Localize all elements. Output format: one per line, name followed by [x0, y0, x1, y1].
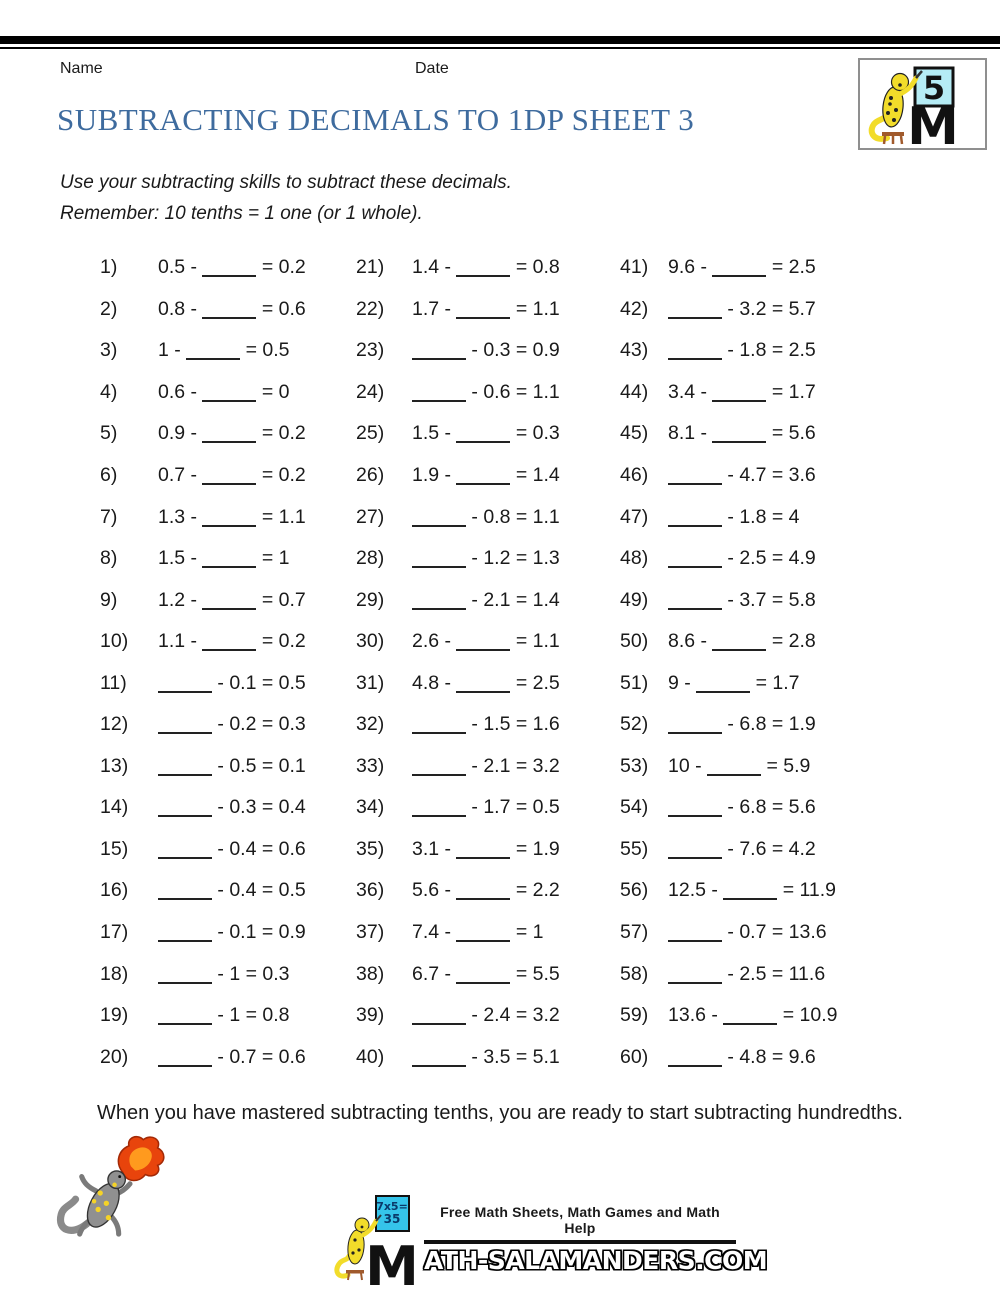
- problem-row: [356, 704, 560, 746]
- logo-text-block: [424, 1195, 767, 1275]
- logo-easel-letter: M: [365, 1235, 419, 1287]
- problem-number: 22): [356, 297, 385, 320]
- problem-row: [620, 953, 837, 995]
- logo-board-line-1: 7x5=: [376, 1200, 408, 1213]
- problem-row: [100, 289, 306, 331]
- problem-number: 36): [356, 879, 385, 902]
- answer-blank: [668, 353, 722, 360]
- problem-number: 1): [100, 256, 118, 279]
- problem-row: [100, 912, 306, 954]
- problem-number: 54): [620, 796, 649, 819]
- problem-number: 18): [100, 962, 129, 985]
- problem-row: [100, 995, 306, 1037]
- problem-number: 7): [100, 505, 118, 528]
- answer-blank: [668, 977, 722, 984]
- problem-number: 2): [100, 297, 118, 320]
- answer-blank: [202, 436, 256, 443]
- problem-row: [620, 538, 837, 580]
- answer-blank: [696, 686, 750, 693]
- problem-expression: 3.1 - = 1.9: [412, 837, 560, 860]
- problem-expression: - 0.7 = 0.6: [158, 1046, 306, 1069]
- problem-expression: 1.4 - = 0.8: [412, 256, 560, 279]
- answer-blank: [668, 727, 722, 734]
- problem-expression: - 3.5 = 5.1: [412, 1046, 560, 1069]
- problem-expression: 3.4 - = 1.7: [668, 380, 816, 403]
- instruction-line-2: Remember: 10 tenths = 1 one (or 1 whole).: [60, 203, 423, 224]
- problem-row: [100, 455, 306, 497]
- site-logo: [330, 1195, 767, 1287]
- problem-number: 43): [620, 339, 649, 362]
- problem-row: [620, 289, 837, 331]
- problem-number: 30): [356, 630, 385, 653]
- answer-blank: [412, 727, 466, 734]
- problem-number: 40): [356, 1045, 385, 1068]
- answer-blank: [668, 603, 722, 610]
- problem-number: 50): [620, 630, 649, 653]
- problem-row: [356, 662, 560, 704]
- answer-blank: [412, 1018, 466, 1025]
- problem-expression: 0.6 - = 0: [158, 380, 290, 403]
- answer-blank: [202, 520, 256, 527]
- problem-expression: - 0.2 = 0.3: [158, 713, 306, 736]
- problem-expression: - 3.2 = 5.7: [668, 298, 816, 321]
- problem-expression: - 6.8 = 5.6: [668, 796, 816, 819]
- problem-row: [620, 704, 837, 746]
- problem-expression: - 4.7 = 3.6: [668, 464, 816, 487]
- problem-number: 58): [620, 962, 649, 985]
- problem-row: [620, 496, 837, 538]
- problem-row: [356, 787, 560, 829]
- answer-blank: [412, 810, 466, 817]
- flame-breathing-salamander-icon: [53, 1131, 171, 1253]
- problem-row: [100, 870, 306, 912]
- problem-number: 35): [356, 837, 385, 860]
- problem-row: [100, 247, 306, 289]
- instruction-line-1: Use your subtracting skills to subtract these decimals.: [60, 172, 512, 193]
- problem-number: 38): [356, 962, 385, 985]
- answer-blank: [158, 893, 212, 900]
- problem-row: [356, 247, 560, 289]
- problem-number: 16): [100, 879, 129, 902]
- problem-row: [100, 1036, 306, 1078]
- problem-expression: - 2.1 = 1.4: [412, 589, 560, 612]
- problem-number: 41): [620, 256, 649, 279]
- problem-expression: 1 - = 0.5: [158, 339, 290, 362]
- problem-row: [620, 455, 837, 497]
- problem-number: 28): [356, 547, 385, 570]
- problem-row: [100, 621, 306, 663]
- problem-number: 31): [356, 671, 385, 694]
- problem-number: 33): [356, 754, 385, 777]
- page-top-border: [0, 36, 1000, 49]
- name-label: Name: [60, 60, 103, 77]
- problem-expression: - 1 = 0.3: [158, 963, 290, 986]
- problem-expression: - 0.3 = 0.4: [158, 796, 306, 819]
- problem-row: [100, 704, 306, 746]
- problem-expression: - 0.1 = 0.9: [158, 921, 306, 944]
- problem-expression: - 0.1 = 0.5: [158, 672, 306, 695]
- problem-number: 19): [100, 1004, 129, 1027]
- answer-blank: [202, 644, 256, 651]
- answer-blank: [186, 353, 240, 360]
- answer-blank: [158, 935, 212, 942]
- logo-divider: [424, 1240, 736, 1244]
- problem-expression: 0.8 - = 0.6: [158, 297, 306, 320]
- problem-row: [620, 829, 837, 871]
- problem-row: [356, 621, 560, 663]
- answer-blank: [158, 686, 212, 693]
- problem-expression: 0.5 - = 0.2: [158, 256, 306, 279]
- problem-number: 6): [100, 464, 118, 486]
- answer-blank: [668, 561, 722, 568]
- problem-expression: - 2.4 = 3.2: [412, 1004, 560, 1027]
- problem-row: [356, 289, 560, 331]
- problem-row: [620, 746, 837, 788]
- problem-row: [620, 372, 837, 414]
- answer-blank: [202, 312, 256, 319]
- grade-easel-letter: M: [907, 97, 959, 148]
- answer-blank: [412, 353, 466, 360]
- answer-blank: [202, 270, 256, 277]
- problem-number: 26): [356, 464, 385, 486]
- answer-blank: [456, 270, 510, 277]
- problem-number: 27): [356, 505, 385, 528]
- answer-blank: [456, 977, 510, 984]
- problem-number: 49): [620, 588, 649, 611]
- problem-row: [620, 579, 837, 621]
- page-title: SUBTRACTING DECIMALS TO 1DP SHEET 3: [57, 102, 695, 137]
- problem-number: 42): [620, 297, 649, 320]
- problem-number: 17): [100, 921, 129, 944]
- answer-blank: [456, 436, 510, 443]
- answer-blank: [158, 1060, 212, 1067]
- answer-blank: [412, 1060, 466, 1067]
- problem-number: 29): [356, 588, 385, 611]
- problem-expression: - 6.8 = 1.9: [668, 713, 816, 736]
- problem-expression: 10 - = 5.9: [668, 754, 811, 777]
- problem-number: 37): [356, 921, 385, 944]
- grade-badge: [858, 58, 987, 150]
- problem-row: [620, 912, 837, 954]
- problem-expression: 7.4 - = 1: [412, 921, 544, 944]
- problem-row: [620, 621, 837, 663]
- problem-expression: 1.3 - = 1.1: [158, 505, 306, 528]
- problem-row: [620, 330, 837, 372]
- answer-blank: [412, 520, 466, 527]
- answer-blank: [456, 893, 510, 900]
- problem-expression: 1.7 - = 1.1: [412, 297, 560, 320]
- answer-blank: [707, 769, 761, 776]
- problem-number: 4): [100, 380, 118, 403]
- problem-expression: - 1.5 = 1.6: [412, 713, 560, 736]
- problem-row: [356, 995, 560, 1037]
- problem-row: [356, 870, 560, 912]
- problem-row: [620, 413, 837, 455]
- problem-expression: - 1 = 0.8: [158, 1004, 290, 1027]
- logo-wordmark: ATH-SALAMANDERS.COM: [424, 1246, 768, 1275]
- answer-blank: [668, 935, 722, 942]
- problem-expression: - 0.3 = 0.9: [412, 339, 560, 362]
- problem-expression: - 0.5 = 0.1: [158, 755, 306, 778]
- answer-blank: [456, 478, 510, 485]
- problem-number: 55): [620, 837, 649, 860]
- problem-expression: - 0.4 = 0.6: [158, 838, 306, 861]
- problem-row: [356, 496, 560, 538]
- footer-note: When you have mastered subtracting tenths, you are ready to start subtracting hundredths.: [96, 1102, 903, 1124]
- problem-row: [100, 953, 306, 995]
- answer-blank: [668, 478, 722, 485]
- answer-blank: [668, 1060, 722, 1067]
- problem-row: [100, 746, 306, 788]
- problem-row: [620, 1036, 837, 1078]
- problem-row: [356, 579, 560, 621]
- answer-blank: [712, 270, 766, 277]
- problem-row: [356, 455, 560, 497]
- problem-number: 52): [620, 713, 649, 736]
- answer-blank: [202, 478, 256, 485]
- logo-tagline: Free Math Sheets, Math Games and Math Help: [440, 1204, 720, 1236]
- problem-number: 14): [100, 796, 129, 819]
- problem-expression: - 1.7 = 0.5: [412, 796, 560, 819]
- problem-expression: 0.9 - = 0.2: [158, 422, 306, 445]
- answer-blank: [456, 644, 510, 651]
- answer-blank: [668, 852, 722, 859]
- answer-blank: [668, 810, 722, 817]
- problem-row: [100, 413, 306, 455]
- answer-blank: [202, 561, 256, 568]
- logo-salamander-easel-icon: [330, 1195, 422, 1287]
- problem-expression: 12.5 - = 11.9: [668, 879, 837, 902]
- problem-row: [100, 372, 306, 414]
- problem-row: [620, 995, 837, 1037]
- problem-expression: 9 - = 1.7: [668, 671, 800, 694]
- problem-number: 5): [100, 422, 118, 445]
- problem-column-1: [100, 247, 306, 1078]
- grade-number: 5: [922, 69, 946, 107]
- problem-number: 56): [620, 879, 649, 902]
- problem-number: 15): [100, 837, 129, 860]
- problem-row: [100, 787, 306, 829]
- problem-expression: 1.9 - = 1.4: [412, 464, 560, 486]
- problem-number: 39): [356, 1004, 385, 1027]
- problem-expression: - 2.5 = 4.9: [668, 547, 816, 570]
- problem-expression: - 0.7 = 13.6: [668, 921, 827, 944]
- problem-row: [100, 579, 306, 621]
- problem-expression: 5.6 - = 2.2: [412, 879, 560, 902]
- problem-expression: 1.5 - = 1: [158, 547, 290, 570]
- answer-blank: [158, 727, 212, 734]
- problem-row: [356, 538, 560, 580]
- problem-expression: - 0.8 = 1.1: [412, 506, 560, 529]
- problem-number: 9): [100, 588, 118, 611]
- problem-expression: 2.6 - = 1.1: [412, 630, 560, 653]
- problem-number: 21): [356, 256, 385, 279]
- problem-number: 32): [356, 713, 385, 736]
- answer-blank: [668, 312, 722, 319]
- problem-number: 57): [620, 921, 649, 944]
- problem-number: 47): [620, 505, 649, 528]
- answer-blank: [202, 603, 256, 610]
- problem-row: [620, 870, 837, 912]
- problem-row: [356, 912, 560, 954]
- answer-blank: [158, 769, 212, 776]
- problem-number: 48): [620, 547, 649, 570]
- answer-blank: [412, 603, 466, 610]
- problem-number: 60): [620, 1045, 649, 1068]
- problem-row: [620, 662, 837, 704]
- problem-row: [620, 247, 837, 289]
- problem-number: 23): [356, 339, 385, 362]
- answer-blank: [668, 520, 722, 527]
- problem-row: [356, 413, 560, 455]
- problem-expression: - 1.8 = 4: [668, 506, 800, 529]
- answer-blank: [712, 395, 766, 402]
- answer-blank: [712, 436, 766, 443]
- grade-badge-salamander-icon: [860, 60, 985, 148]
- answer-blank: [158, 1018, 212, 1025]
- problem-expression: 1.1 - = 0.2: [158, 630, 306, 653]
- problem-expression: - 2.5 = 11.6: [668, 963, 825, 986]
- problem-row: [356, 1036, 560, 1078]
- problem-expression: - 4.8 = 9.6: [668, 1046, 816, 1069]
- problem-row: [100, 829, 306, 871]
- problem-number: 12): [100, 713, 129, 736]
- answer-blank: [456, 935, 510, 942]
- logo-board-line-2: 35: [383, 1212, 401, 1226]
- problem-row: [356, 953, 560, 995]
- instructions: [60, 167, 512, 229]
- answer-blank: [723, 1018, 777, 1025]
- problem-number: 10): [100, 630, 129, 653]
- problem-expression: - 0.6 = 1.1: [412, 381, 560, 404]
- problem-number: 3): [100, 339, 118, 362]
- answer-blank: [456, 852, 510, 859]
- problem-number: 53): [620, 754, 649, 777]
- problem-expression: 6.7 - = 5.5: [412, 962, 560, 985]
- problem-expression: 13.6 - = 10.9: [668, 1004, 838, 1027]
- answer-blank: [723, 893, 777, 900]
- problem-row: [100, 496, 306, 538]
- answer-blank: [158, 977, 212, 984]
- problem-expression: 0.7 - = 0.2: [158, 464, 306, 486]
- problem-row: [356, 372, 560, 414]
- problem-expression: 4.8 - = 2.5: [412, 671, 560, 694]
- problem-number: 24): [356, 380, 385, 403]
- problem-expression: - 1.2 = 1.3: [412, 547, 560, 570]
- date-label: Date: [415, 60, 449, 77]
- problem-row: [356, 330, 560, 372]
- answer-blank: [158, 810, 212, 817]
- answer-blank: [202, 395, 256, 402]
- answer-blank: [712, 644, 766, 651]
- problem-number: 46): [620, 464, 649, 486]
- problem-row: [620, 787, 837, 829]
- problem-number: 25): [356, 422, 385, 445]
- problem-expression: 9.6 - = 2.5: [668, 256, 816, 279]
- problem-row: [100, 538, 306, 580]
- problem-number: 13): [100, 754, 129, 777]
- problem-number: 59): [620, 1004, 649, 1027]
- problem-expression: - 2.1 = 3.2: [412, 755, 560, 778]
- problem-column-2: [356, 247, 560, 1078]
- problem-number: 20): [100, 1045, 129, 1068]
- problem-expression: 1.5 - = 0.3: [412, 422, 560, 445]
- problem-row: [100, 330, 306, 372]
- answer-blank: [412, 395, 466, 402]
- problem-number: 51): [620, 671, 649, 694]
- answer-blank: [158, 852, 212, 859]
- problem-expression: 1.2 - = 0.7: [158, 588, 306, 611]
- problem-number: 34): [356, 796, 385, 819]
- problem-row: [356, 829, 560, 871]
- problem-expression: - 7.6 = 4.2: [668, 838, 816, 861]
- problem-expression: - 3.7 = 5.8: [668, 589, 816, 612]
- answer-blank: [412, 769, 466, 776]
- answer-blank: [456, 686, 510, 693]
- problem-expression: - 0.4 = 0.5: [158, 879, 306, 902]
- problem-expression: - 1.8 = 2.5: [668, 339, 816, 362]
- problem-number: 11): [100, 671, 127, 694]
- answer-blank: [456, 312, 510, 319]
- problem-row: [100, 662, 306, 704]
- answer-blank: [412, 561, 466, 568]
- problem-number: 44): [620, 380, 649, 403]
- problem-expression: 8.6 - = 2.8: [668, 630, 816, 653]
- problem-column-3: [620, 247, 837, 1078]
- problem-row: [356, 746, 560, 788]
- problem-number: 45): [620, 422, 649, 445]
- problem-expression: 8.1 - = 5.6: [668, 422, 816, 445]
- problem-number: 8): [100, 547, 118, 570]
